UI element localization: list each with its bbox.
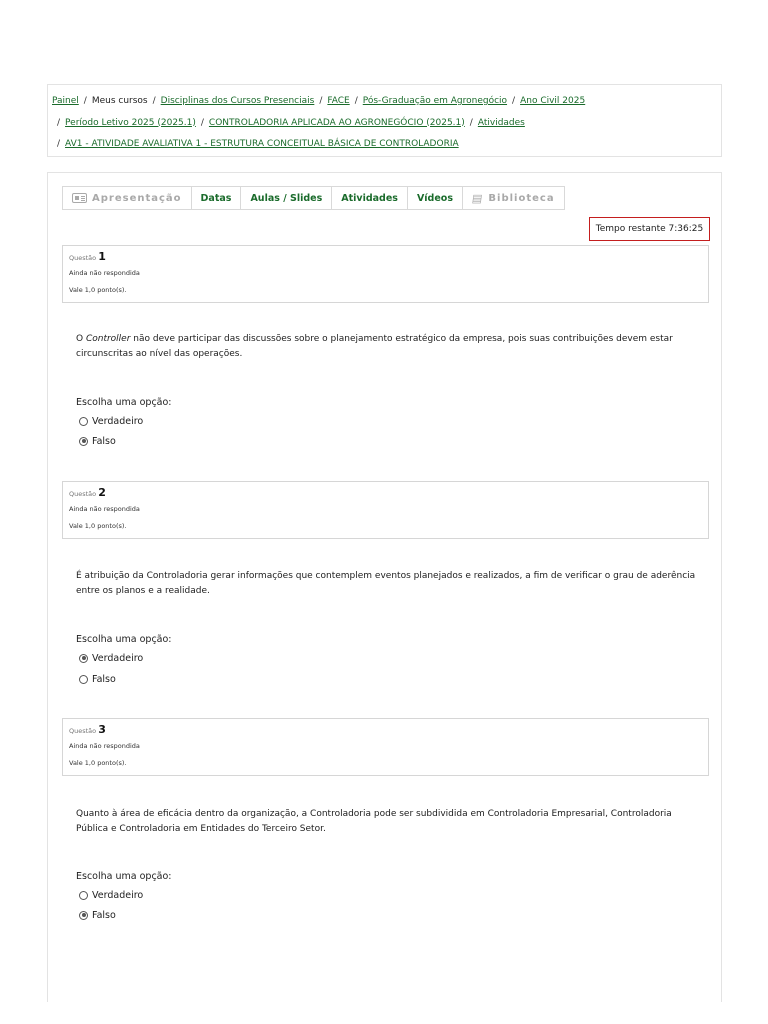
question-text-part: O <box>76 334 86 344</box>
question-label: Questão <box>69 727 97 735</box>
option-label: Verdadeiro <box>92 415 144 427</box>
question-status: Ainda não respondida <box>69 505 140 513</box>
breadcrumb-link-disciplinas[interactable]: Disciplinas dos Cursos Presenciais <box>160 96 315 106</box>
breadcrumb-link-atividades[interactable]: Atividades <box>477 117 525 128</box>
choose-option-prompt: Escolha uma opção: <box>76 634 172 645</box>
question-status: Ainda não respondida <box>69 269 140 277</box>
breadcrumb-link-painel[interactable]: Painel <box>52 96 79 106</box>
id-card-icon <box>72 193 87 203</box>
question-number: 3 <box>98 723 106 736</box>
tab-biblioteca[interactable] <box>463 187 564 209</box>
tab-label: Atividades <box>341 192 398 204</box>
breadcrumb-line-1 <box>52 91 717 113</box>
question-number: 2 <box>98 486 106 499</box>
option-falso[interactable] <box>79 908 116 922</box>
book-icon: ▤ <box>471 191 485 205</box>
breadcrumb-line-3 <box>52 134 717 156</box>
tab-atividades[interactable] <box>332 187 408 209</box>
option-label: Falso <box>92 673 116 685</box>
breadcrumb-separator: / <box>354 96 358 106</box>
tab-apresentacao[interactable] <box>63 187 192 209</box>
breadcrumb-link-face[interactable]: FACE <box>327 96 350 106</box>
question-text-1 <box>76 332 696 362</box>
option-label: Verdadeiro <box>92 652 144 664</box>
quiz-content <box>47 172 722 1002</box>
breadcrumb-separator: / <box>200 117 204 128</box>
question-info-1 <box>62 245 709 303</box>
tab-label: Biblioteca <box>488 192 555 204</box>
question-status: Ainda não respondida <box>69 742 140 750</box>
breadcrumb-separator: / <box>319 96 323 106</box>
breadcrumb-separator: / <box>469 117 473 128</box>
tab-datas[interactable] <box>192 187 242 209</box>
question-points: Vale 1,0 ponto(s). <box>69 759 127 767</box>
breadcrumb-link-controladoria[interactable]: CONTROLADORIA APLICADA AO AGRONEGÓCIO (2025.1) <box>208 117 465 128</box>
choose-option-prompt: Escolha uma opção: <box>76 871 172 882</box>
tab-videos[interactable] <box>408 187 463 209</box>
question-text-3: Quanto à área de eficácia dentro da organização, a Controladoria pode ser subdividida em Controladoria Empresarial, Controladoria Pública e Controladoria em Entidades do Terceiro Setor. <box>76 809 672 834</box>
question-label: Questão <box>69 254 97 262</box>
breadcrumb-separator: / <box>83 96 87 106</box>
option-label: Falso <box>92 909 116 921</box>
question-text-emphasis: Controller <box>85 334 131 344</box>
breadcrumb-link-ano-civil[interactable]: Ano Civil 2025 <box>520 96 586 106</box>
tab-label: Datas <box>200 192 232 204</box>
breadcrumb-separator: / <box>57 139 61 149</box>
choose-option-prompt: Escolha uma opção: <box>76 397 172 408</box>
question-info-3 <box>62 718 709 776</box>
question-label: Questão <box>69 490 97 498</box>
tab-label: Apresentação <box>92 192 182 204</box>
option-verdadeiro[interactable] <box>79 651 143 665</box>
breadcrumb-link-pos-graduacao[interactable]: Pós-Graduação em Agronegócio <box>362 96 508 106</box>
radio-button[interactable] <box>79 675 88 684</box>
breadcrumb-separator: / <box>152 96 156 106</box>
breadcrumb-line-2 <box>52 113 717 135</box>
radio-button-checked[interactable] <box>79 437 88 446</box>
breadcrumb <box>47 84 722 157</box>
tab-label: Vídeos <box>416 192 453 204</box>
tab-aulas-slides[interactable] <box>241 187 332 209</box>
radio-button[interactable] <box>79 891 88 900</box>
radio-button-checked[interactable] <box>79 911 88 920</box>
option-label: Falso <box>92 435 116 447</box>
breadcrumb-link-periodo-letivo[interactable]: Período Letivo 2025 (2025.1) <box>65 117 196 128</box>
course-tabs <box>62 186 565 210</box>
question-number: 1 <box>98 250 106 263</box>
question-points: Vale 1,0 ponto(s). <box>69 286 127 294</box>
option-verdadeiro[interactable] <box>79 414 143 428</box>
time-remaining: Tempo restante 7:36:25 <box>589 217 710 241</box>
breadcrumb-item-meus-cursos: Meus cursos <box>91 96 148 106</box>
question-text-2: É atribuição da Controladoria gerar informações que contemplem eventos planejados e realizados, a fim de verificar o grau de aderência entre os planos e a realidade. <box>76 571 696 596</box>
option-falso[interactable] <box>79 672 116 686</box>
breadcrumb-separator: / <box>512 96 516 106</box>
option-label: Verdadeiro <box>92 889 144 901</box>
option-falso[interactable] <box>79 434 116 448</box>
radio-button-checked[interactable] <box>79 654 88 663</box>
option-verdadeiro[interactable] <box>79 888 143 902</box>
question-points: Vale 1,0 ponto(s). <box>69 522 127 530</box>
breadcrumb-separator: / <box>57 117 61 128</box>
question-info-2 <box>62 481 709 539</box>
radio-button[interactable] <box>79 417 88 426</box>
question-text-part: não deve participar das discussões sobre o planejamento estratégico da empresa, pois suas contribuições devem estar circunscritas ao nível das operações. <box>76 334 673 359</box>
breadcrumb-link-av1[interactable]: AV1 - ATIVIDADE AVALIATIVA 1 - ESTRUTURA CONCEITUAL BÁSICA DE CONTROLADORIA <box>65 139 459 149</box>
tab-label: Aulas / Slides <box>250 192 323 204</box>
